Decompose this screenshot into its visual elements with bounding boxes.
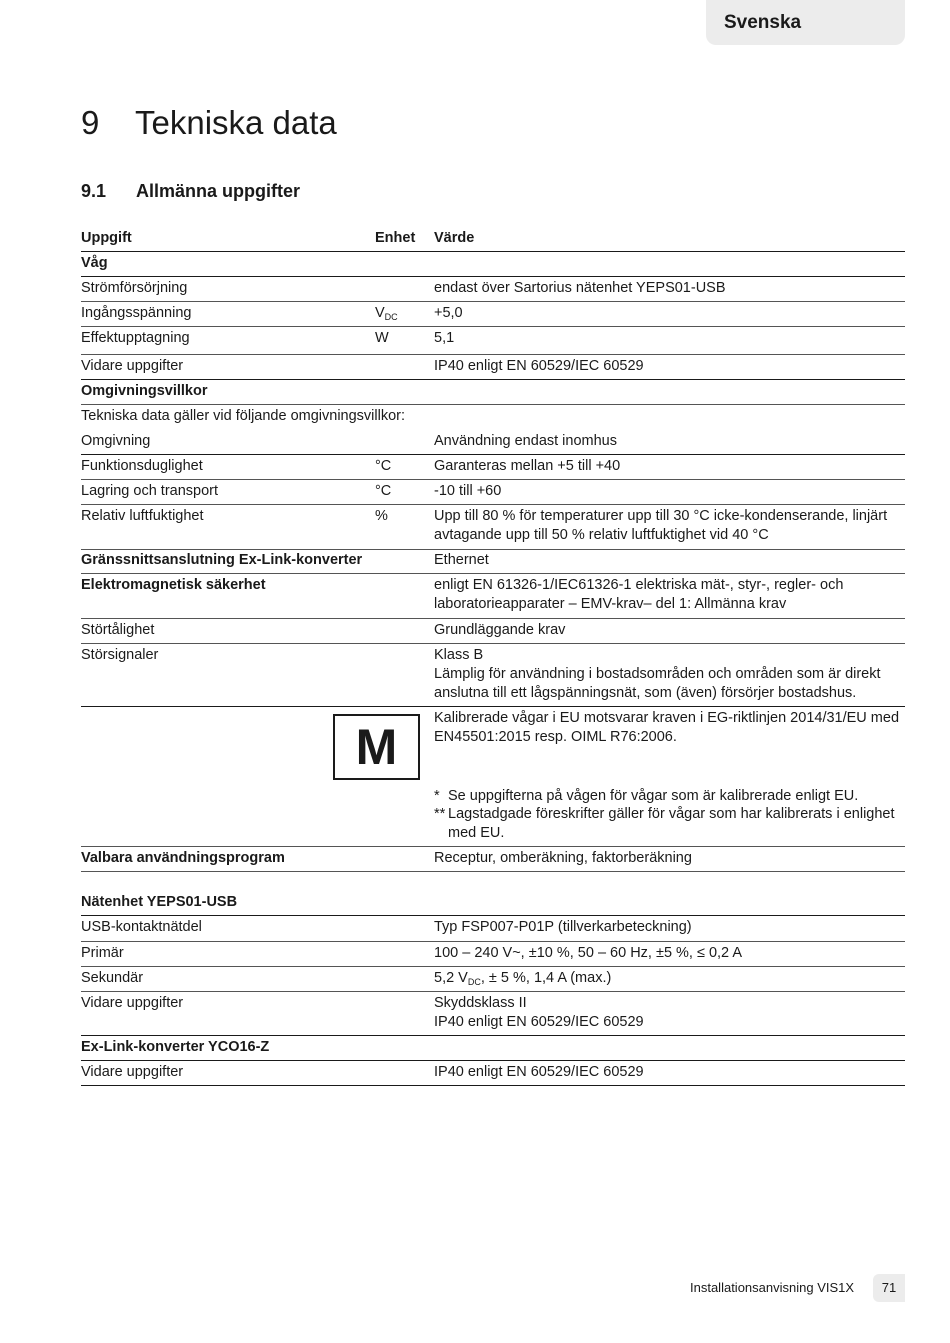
row-value: [434, 709, 904, 747]
footnote-marker: **: [434, 806, 446, 822]
divider: [81, 404, 905, 405]
group-label: Nätenhet YEPS01-USB: [81, 894, 238, 910]
row-value: +5,0: [434, 305, 463, 321]
chapter-title: [81, 104, 337, 142]
value-part: 5,2 V: [434, 970, 468, 986]
value-line: IP40 enligt EN 60529/IEC 60529: [434, 1014, 644, 1030]
row-value: [434, 576, 904, 614]
divider: [81, 871, 905, 872]
row-label: Störtålighet: [81, 622, 155, 638]
divider: [81, 276, 905, 277]
divider: [81, 479, 905, 480]
row-value: [434, 646, 904, 703]
row-value: [434, 994, 904, 1032]
row-value: Receptur, omberäkning, faktorberäkning: [434, 850, 692, 866]
row-value: IP40 enligt EN 60529/IEC 60529: [434, 358, 644, 374]
row-label: Ingångsspänning: [81, 305, 192, 321]
value-line: laboratorieapparater – EMV-krav– del 1: Allmänna krav: [434, 596, 787, 612]
row-label: Störsignaler: [81, 647, 159, 663]
row-label: Effektupptagning: [81, 330, 190, 346]
page-number-box: [873, 1274, 905, 1302]
row-label: Primär: [81, 945, 124, 961]
row-label: Lagring och transport: [81, 483, 219, 499]
value-line: avtagande upp till 50 % relativ luftfuktighet vid 40 °C: [434, 527, 769, 543]
row-value: Typ FSP007-P01P (tillverkarbeteckning): [434, 919, 692, 935]
unit-main: V: [375, 305, 385, 321]
value-part: , ± 5 %, 1,4 A (max.): [480, 970, 612, 986]
row-value: [434, 507, 904, 545]
section-title: [81, 181, 300, 202]
row-value: IP40 enligt EN 60529/IEC 60529: [434, 1064, 644, 1080]
row-unit: [375, 304, 398, 327]
row-label: USB-kontaktnätdel: [81, 919, 202, 935]
footer-doc-title: Installationsanvisning VIS1X: [690, 1280, 855, 1295]
value-line: Lämplig för användning i bostadsområden och områden som är direkt: [434, 666, 881, 682]
row-unit: W: [375, 330, 389, 346]
unit-sub: DC: [384, 312, 398, 322]
chapter-title-text: Tekniska data: [135, 104, 337, 141]
row-unit: °C: [375, 483, 392, 499]
group-label: Våg: [81, 255, 108, 271]
divider: [81, 573, 905, 574]
row-value: [434, 969, 904, 992]
chapter-number: 9: [81, 104, 100, 141]
value-line: Klass B: [434, 647, 484, 663]
value-line: EN45501:2015 resp. OIML R76:2006.: [434, 729, 677, 745]
row-label: Elektromagnetisk säkerhet: [81, 577, 266, 593]
footnote-line: med EU.: [448, 825, 505, 841]
footnote: [434, 787, 904, 806]
divider: [81, 1060, 905, 1061]
footnote-text: [448, 805, 904, 843]
language-tab: [706, 0, 905, 45]
divider: [81, 991, 905, 992]
section-title-text: Allmänna uppgifter: [136, 181, 301, 201]
row-label: Vidare uppgifter: [81, 995, 184, 1011]
row-value: 100 – 240 V~, ±10 %, 50 – 60 Hz, ±5 %, ≤ 0,2 A: [434, 945, 743, 961]
divider: [81, 326, 905, 327]
footnote: [434, 805, 904, 843]
divider: [81, 966, 905, 967]
row-label: Relativ luftfuktighet: [81, 508, 204, 524]
header-enhet: Enhet: [375, 230, 416, 246]
group-label: Omgivningsvillkor: [81, 383, 208, 399]
row-label: Valbara användningsprogram: [81, 850, 285, 866]
row-value: Garanteras mellan +5 till +40: [434, 458, 621, 474]
value-line: Upp till 80 % för temperaturer upp till 30 °C icke-kondenserande, linjärt: [434, 508, 888, 524]
divider: [81, 643, 905, 644]
divider: [81, 1035, 905, 1036]
row-label: Strömförsörjning: [81, 280, 188, 296]
divider: [81, 941, 905, 942]
divider: [81, 846, 905, 847]
row-label: Omgivning: [81, 433, 151, 449]
value-line: anslutna till ett lågspänningsnät, som (även) försörjer bostadshus.: [434, 685, 857, 701]
row-label: Sekundär: [81, 970, 144, 986]
value-line: enligt EN 61326-1/IEC61326-1 elektriska mät-, styr-, regler- och: [434, 577, 844, 593]
header-uppgift: Uppgift: [81, 230, 132, 246]
divider: [81, 915, 905, 916]
divider: [81, 301, 905, 302]
divider: [81, 379, 905, 380]
divider: [81, 618, 905, 619]
header-varde: Värde: [434, 230, 475, 246]
divider: [81, 1085, 905, 1086]
row-value: Ethernet: [434, 552, 489, 568]
footnote-text: Se uppgifterna på vågen för vågar som är kalibrerade enligt EU.: [448, 788, 859, 804]
group-label: Ex-Link-konverter YCO16-Z: [81, 1039, 270, 1055]
row-unit: °C: [375, 458, 392, 474]
row-label: Funktionsduglighet: [81, 458, 203, 474]
row-value: endast över Sartorius nätenhet YEPS01-USB: [434, 280, 726, 296]
row-value: 5,1: [434, 330, 455, 346]
page-number: 71: [881, 1280, 897, 1295]
row-label: Gränssnittsanslutning Ex-Link-konverter: [81, 552, 363, 568]
row-label: Tekniska data gäller vid följande omgivningsvillkor:: [81, 408, 405, 424]
footnote-line: Lagstadgade föreskrifter gäller för vågar som har kalibrerats i enlighet: [448, 806, 895, 822]
divider: [81, 504, 905, 505]
value-sub: DC: [467, 977, 481, 987]
row-value: Grundläggande krav: [434, 622, 566, 638]
value-line: Skyddsklass II: [434, 995, 527, 1011]
section-number: 9.1: [81, 181, 107, 201]
divider: [81, 706, 905, 707]
row-label: Vidare uppgifter: [81, 358, 184, 374]
footnote-marker: *: [434, 788, 440, 804]
m-symbol: M: [355, 719, 398, 775]
value-line: Kalibrerade vågar i EU motsvarar kraven i EG-riktlinjen 2014/31/EU med: [434, 710, 900, 726]
divider: [81, 354, 905, 355]
language-label: Svenska: [724, 12, 802, 33]
divider: [81, 251, 905, 252]
row-label: Vidare uppgifter: [81, 1064, 184, 1080]
row-value: -10 till +60: [434, 483, 502, 499]
metrology-m-mark: [333, 714, 420, 780]
row-value: Användning endast inomhus: [434, 433, 617, 449]
divider: [81, 549, 905, 550]
divider: [81, 454, 905, 455]
row-unit: %: [375, 508, 388, 524]
